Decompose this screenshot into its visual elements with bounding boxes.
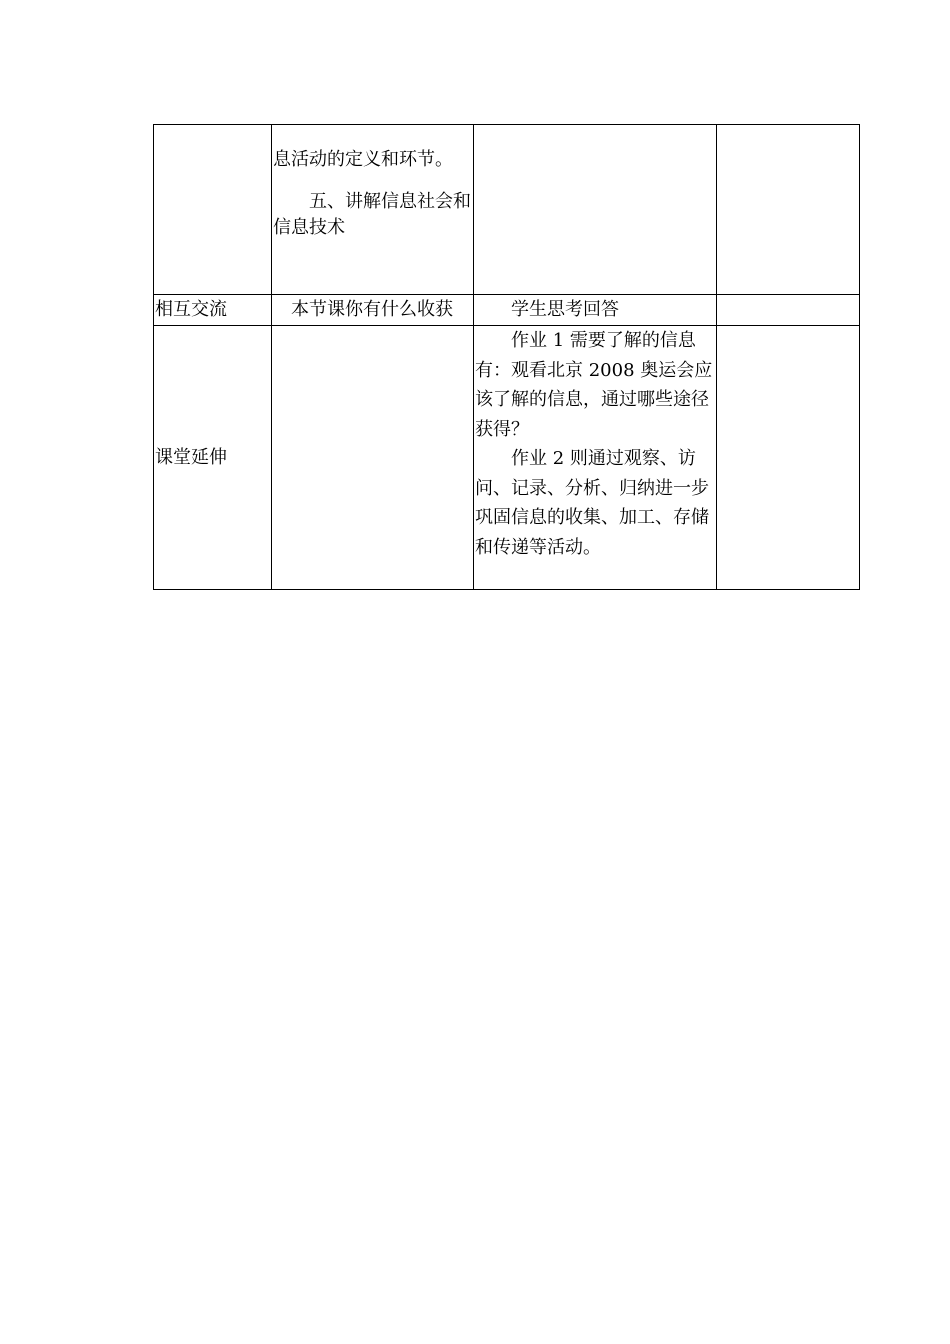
homework-2-text: 作业 2 则通过观察、访问、记录、分析、归纳进一步巩固信息的收集、加工、存储和传递等活动。 xyxy=(475,448,709,558)
table-cell xyxy=(272,125,474,295)
row-label-extension: 课堂延伸 xyxy=(154,326,272,590)
lesson-plan-table xyxy=(153,124,860,590)
table-cell xyxy=(474,326,717,590)
table-cell xyxy=(474,125,717,295)
table-row xyxy=(154,326,860,590)
cell-text: 学生思考回答 xyxy=(511,299,619,320)
cell-text: 息活动的定义和环节。 xyxy=(273,149,453,170)
table-cell xyxy=(474,295,717,326)
table-cell xyxy=(717,125,860,295)
table-cell xyxy=(717,295,860,326)
cell-text: 本节课你有什么收获 xyxy=(291,299,453,320)
row-label-exchange: 相互交流 xyxy=(154,295,272,326)
cell-text: 五、讲解信息社会和信息技术 xyxy=(273,191,471,238)
table-cell xyxy=(717,326,860,590)
table-row xyxy=(154,295,860,326)
table-row xyxy=(154,125,860,295)
table-cell xyxy=(272,295,474,326)
table-cell xyxy=(154,125,272,295)
homework-1-text: 作业 1 需要了解的信息有：观看北京 2008 奥运会应该了解的信息，通过哪些途径获得？ xyxy=(475,330,713,440)
table-cell xyxy=(272,326,474,590)
